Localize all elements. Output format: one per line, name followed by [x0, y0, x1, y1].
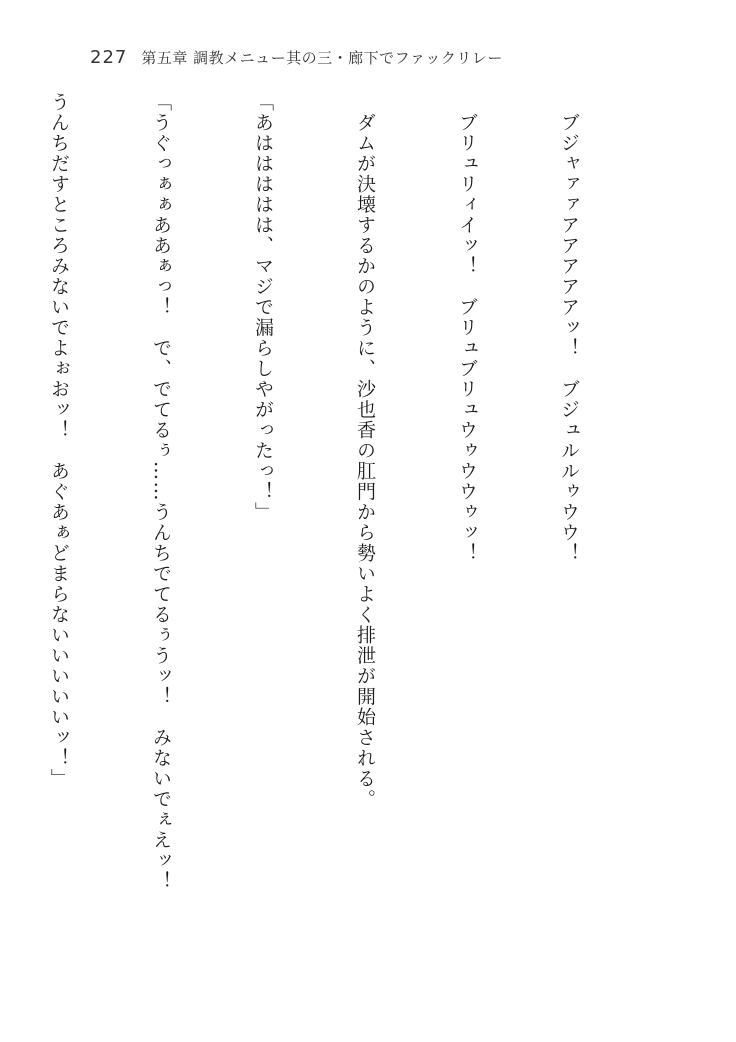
text-line: ダムが決壊するかのように、沙也香の肛門から勢いよく排泄が開始される。	[354, 92, 376, 810]
text-line: うんちだすところみないでよぉおッ！ あぐあぁどまらないいいいいッ！」	[48, 92, 70, 789]
running-title: 第五章 調教メニュー其の三・廊下でファックリレー	[141, 49, 503, 67]
running-header	[90, 47, 503, 71]
page-number: 227	[90, 47, 128, 68]
text-line: 「うぐっぁぁああぁっ！ で、でてるぅ……うんちでてるぅうッ！ みないでぇえッ！	[150, 92, 172, 892]
text-line: 「あははははは、マジで漏らしやがったっ！」	[252, 92, 274, 523]
vertical-body-text	[48, 92, 654, 992]
text-line: ブリュリィイッ！ ブリュブリュウゥウウゥッ！	[456, 92, 478, 564]
text-line: ブジャァァアアアアアッ！ ブジュルルゥウウ！	[558, 92, 580, 564]
